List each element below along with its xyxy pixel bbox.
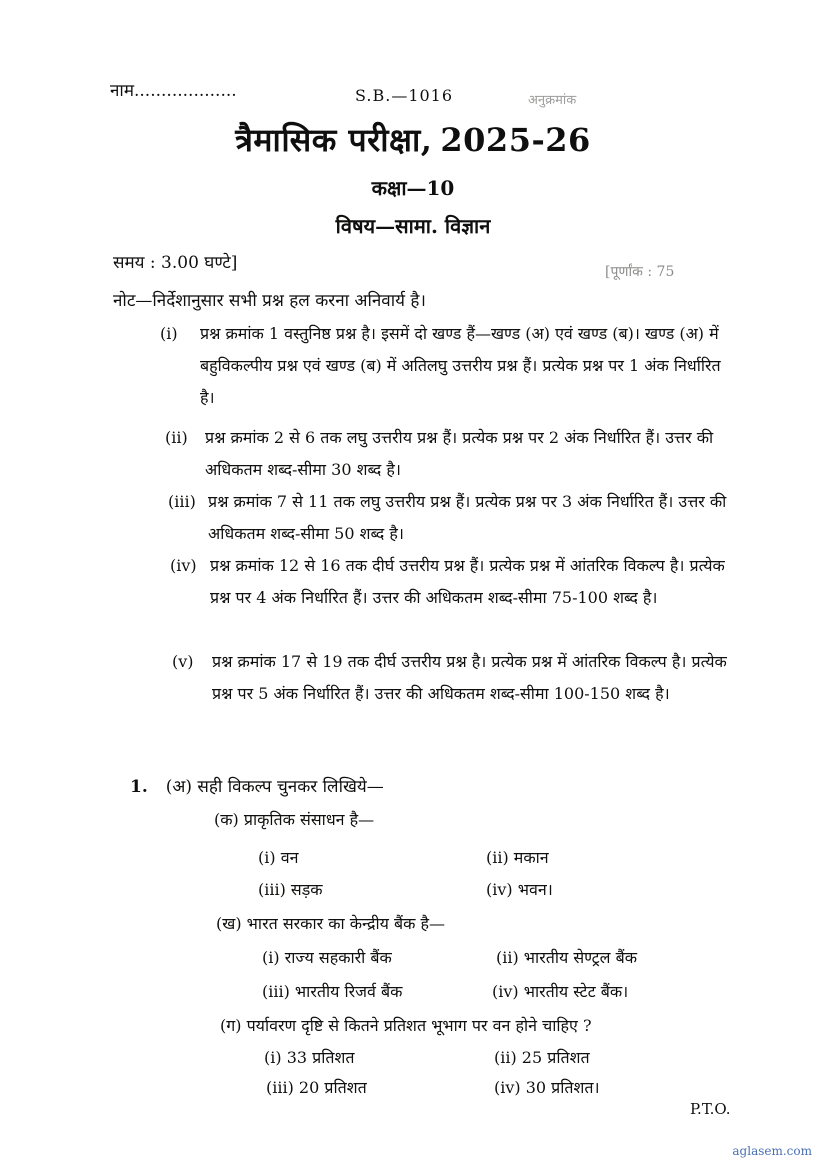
instruction-item [170, 550, 745, 614]
mcq-label: (क) [214, 810, 239, 829]
mcq-question [220, 1014, 592, 1036]
instruction-text: प्रश्न क्रमांक 7 से 11 तक लघु उत्तरीय प्रश्न हैं। प्रत्येक प्रश्न पर 3 अंक निर्धारित हैं। उत्तर की अधिकतम शब्द-सीमा 50 शब्द है। [208, 492, 727, 543]
instruction-text: प्रश्न क्रमांक 1 वस्तुनिष्ठ प्रश्न है। इसमें दो खण्ड हैं—खण्ड (अ) एवं खण्ड (ब)। खण्ड (अ) में बहुविकल्पीय प्रश्न एवं खण्ड (ब) में अतिलघु उत्तरीय प्रश्न हैं। प्रत्येक प्रश्न पर 1 अंक निर्धारित है। [200, 324, 721, 407]
instruction-number: (ii) [165, 428, 188, 447]
mcq-option: (i) 33 प्रतिशत [264, 1048, 355, 1067]
instruction-text: प्रश्न क्रमांक 2 से 6 तक लघु उत्तरीय प्रश्न हैं। प्रत्येक प्रश्न पर 2 अंक निर्धारित हैं। उत्तर की अधिकतम शब्द-सीमा 30 शब्द है। [205, 428, 714, 479]
mcq-option: (iv) भवन। [486, 880, 553, 899]
mcq-question [216, 912, 445, 934]
instruction-item [165, 422, 740, 486]
instruction-text: प्रश्न क्रमांक 12 से 16 तक दीर्घ उत्तरीय प्रश्न हैं। प्रत्येक प्रश्न में आंतरिक विकल्प है। प्रत्येक प्रश्न पर 4 अंक निर्धारित हैं। उत्तर की अधिकतम शब्द-सीमा 75-100 शब्द है। [210, 556, 725, 607]
question-1-heading [130, 774, 384, 797]
mcq-text: पर्यावरण दृष्टि से कितने प्रतिशत भूभाग पर वन होने चाहिए ? [246, 1016, 592, 1035]
mcq-option: (iii) 20 प्रतिशत [266, 1078, 367, 1097]
instruction-number: (iii) [168, 492, 196, 511]
instruction-number: (iv) [170, 556, 197, 575]
mcq-option: (iv) 30 प्रतिशत। [494, 1078, 600, 1097]
instruction-number: (v) [172, 652, 194, 671]
instruction-item [172, 646, 747, 710]
mcq-text: भारत सरकार का केन्द्रीय बैंक है— [246, 914, 445, 933]
max-marks: [पूर्णांक : 75 [605, 264, 675, 280]
general-note: नोट—निर्देशानुसार सभी प्रश्न हल करना अनिवार्य है। [113, 291, 426, 311]
paper-code: S.B.—1016 [355, 86, 454, 105]
source-watermark: aglasem.com [732, 1144, 812, 1158]
question-number: 1. [130, 777, 148, 797]
mcq-text: प्राकृतिक संसाधन है— [243, 810, 375, 829]
mcq-option: (iii) भारतीय रिजर्व बैंक [262, 982, 403, 1001]
exam-year: 2025-26 [440, 121, 591, 159]
mcq-label: (ख) [216, 914, 242, 933]
mcq-question [214, 808, 374, 830]
class-line: कक्षा—10 [371, 176, 455, 200]
student-name-field: नाम................... [110, 81, 237, 101]
mcq-option: (ii) 25 प्रतिशत [494, 1048, 590, 1067]
mcq-option: (i) राज्य सहकारी बैंक [262, 948, 392, 967]
time-allowed: समय : 3.00 घण्टे] [113, 253, 238, 273]
subject-line: विषय—सामा. विज्ञान [335, 214, 491, 238]
mcq-option: (iii) सड़क [258, 880, 323, 899]
instruction-item [168, 486, 743, 550]
mcq-option: (ii) मकान [486, 848, 549, 867]
exam-title [0, 118, 826, 161]
instruction-text: प्रश्न क्रमांक 17 से 19 तक दीर्घ उत्तरीय प्रश्न है। प्रत्येक प्रश्न में आंतरिक विकल्प है। प्रत्येक प्रश्न पर 5 अंक निर्धारित हैं। उत्तर की अधिकतम शब्द-सीमा 100-150 शब्द है। [212, 652, 727, 703]
mcq-label: (ग) [220, 1016, 242, 1035]
mcq-option: (i) वन [258, 848, 299, 867]
please-turn-over: P.T.O. [690, 1100, 731, 1118]
mcq-option: (iv) भारतीय स्टेट बैंक। [492, 982, 629, 1001]
mcq-option: (ii) भारतीय सेण्ट्रल बैंक [496, 948, 638, 967]
instruction-number: (i) [160, 324, 178, 343]
section-a-instruction: (अ) सही विकल्प चुनकर लिखिये— [165, 777, 384, 797]
roll-number-stamp: अनुक्रमांक [528, 93, 577, 108]
instruction-item [160, 318, 735, 414]
exam-name: त्रैमासिक परीक्षा, [235, 121, 433, 159]
